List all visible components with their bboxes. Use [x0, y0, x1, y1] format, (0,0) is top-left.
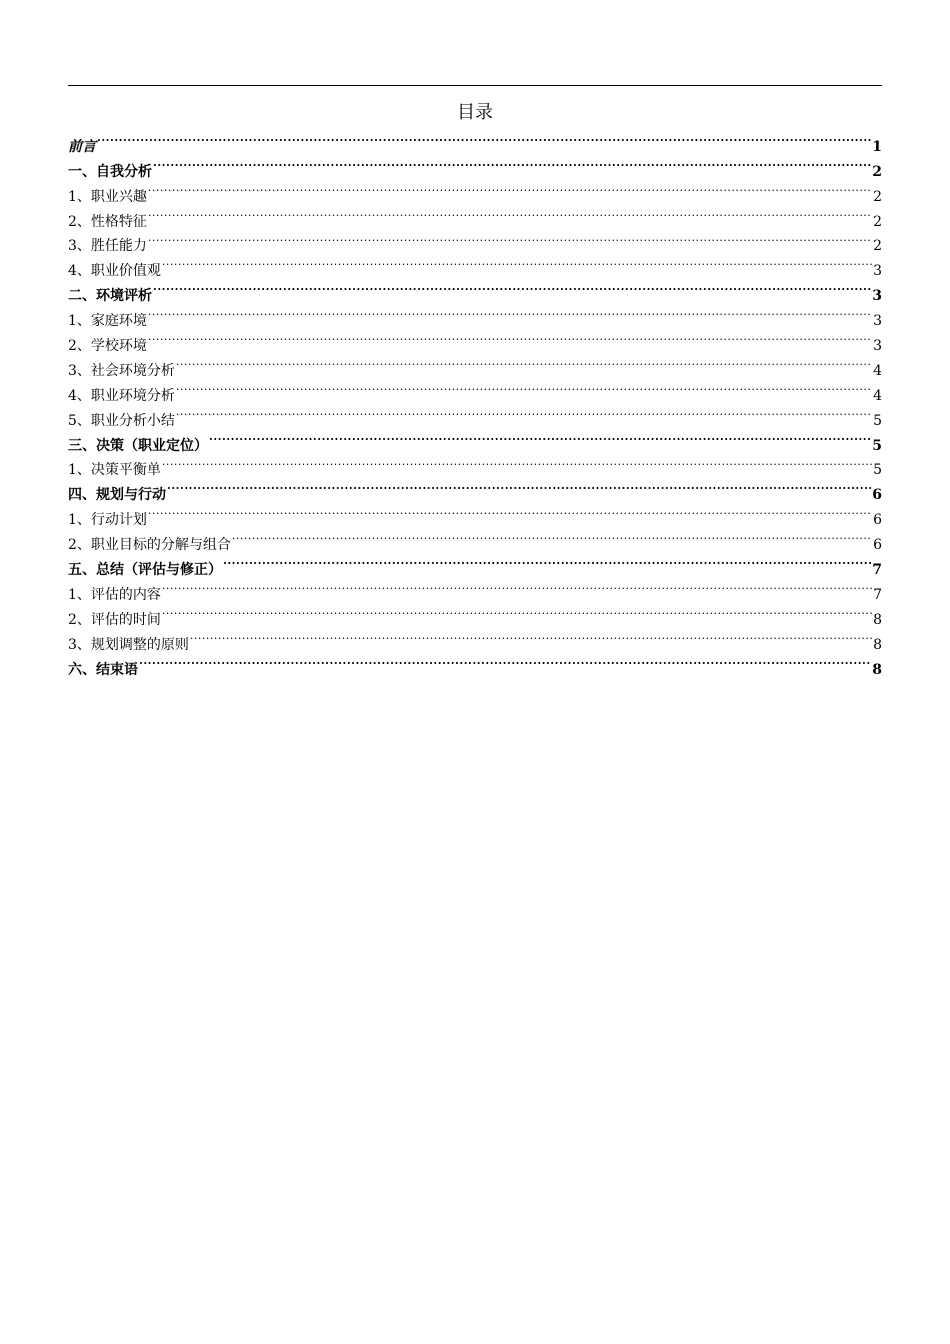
toc-entry[interactable]: [68, 250, 882, 280]
toc-entry[interactable]: [68, 176, 882, 205]
toc-entry-page: 5: [872, 437, 882, 454]
toc-entry[interactable]: [68, 425, 882, 454]
toc-entry-page: 8: [872, 661, 882, 678]
toc-entry-page: 3: [873, 338, 882, 355]
toc-entry-label: 二、环境评析: [68, 288, 152, 305]
toc-entry-label: 前言: [68, 138, 96, 155]
toc-entry-page: 6: [873, 537, 882, 554]
toc-leader: [148, 325, 872, 350]
toc-entry-label: 1、行动计划: [68, 512, 147, 529]
toc-entry-page: 6: [872, 487, 882, 504]
toc-leader: [176, 375, 872, 400]
toc-entry[interactable]: [68, 201, 882, 230]
toc-leader: [162, 574, 872, 599]
toc-entry-page: 7: [873, 586, 882, 603]
toc-entry[interactable]: [68, 450, 882, 479]
toc-entry-label: 1、家庭环境: [68, 313, 147, 330]
toc-leader: [232, 524, 872, 549]
toc-entry-page: 3: [873, 263, 882, 280]
toc-leader: [223, 549, 871, 574]
toc-leader: [190, 624, 872, 649]
toc-entry-label: 4、职业环境分析: [68, 387, 175, 404]
toc-entry[interactable]: [68, 524, 882, 554]
toc-entry[interactable]: [68, 474, 882, 504]
toc-leader: [153, 275, 871, 300]
toc-leader: [176, 400, 872, 425]
toc-leader: [97, 126, 871, 151]
toc-leader: [153, 151, 871, 176]
toc-entry-label: 六、结束语: [68, 661, 138, 678]
toc-entry[interactable]: [68, 126, 882, 155]
toc-entry-page: 8: [873, 611, 882, 628]
toc-entry-label: 2、职业目标的分解与组合: [68, 537, 231, 554]
toc-entry-label: 一、自我分析: [68, 163, 152, 180]
toc-entry-label: 三、决策（职业定位）: [68, 437, 208, 454]
toc-entry-label: 1、职业兴趣: [68, 188, 147, 205]
toc-entry-page: 3: [872, 288, 882, 305]
toc-title: 目录: [457, 102, 493, 123]
toc-entry[interactable]: [68, 499, 882, 529]
toc-leader: [167, 474, 871, 499]
toc-entry-page: 1: [872, 138, 882, 155]
toc-entry-page: 3: [873, 313, 882, 330]
toc-leader: [162, 450, 872, 475]
toc-entry-page: 5: [873, 412, 882, 429]
toc-entry-page: 5: [873, 462, 882, 479]
toc-leader: [209, 425, 871, 450]
toc-entry-label: 1、评估的内容: [68, 586, 161, 603]
toc-entry[interactable]: [68, 624, 882, 653]
toc-entry-label: 四、规划与行动: [68, 487, 166, 504]
toc-entry[interactable]: [68, 350, 882, 379]
toc-entry-label: 3、胜任能力: [68, 238, 147, 255]
toc-entry[interactable]: [68, 375, 882, 404]
toc-entry-page: 6: [873, 512, 882, 529]
toc-entry[interactable]: [68, 226, 882, 255]
toc-entry-page: 7: [872, 562, 882, 579]
toc-entry[interactable]: [68, 275, 882, 305]
toc-entry[interactable]: [68, 151, 882, 180]
toc-entry-page: 2: [873, 213, 882, 230]
toc-leader: [148, 176, 872, 201]
toc-entry-label: 1、决策平衡单: [68, 462, 161, 479]
toc-entry[interactable]: [68, 599, 882, 628]
toc-entry-label: 3、规划调整的原则: [68, 636, 189, 653]
toc-entry-label: 2、学校环境: [68, 338, 147, 355]
document-page: [68, 0, 882, 1344]
toc-leader: [139, 649, 871, 674]
toc-entry-label: 4、职业价值观: [68, 263, 161, 280]
toc-leader: [148, 226, 872, 251]
toc-entry[interactable]: [68, 325, 882, 355]
toc-entry-label: 2、评估的时间: [68, 611, 161, 628]
toc-entry-label: 五、总结（评估与修正）: [68, 562, 222, 579]
toc-entry[interactable]: [68, 574, 882, 603]
toc-entry-label: 3、社会环境分析: [68, 362, 175, 379]
toc-leader: [162, 599, 872, 624]
toc-leader: [162, 250, 872, 275]
header-rule: [68, 85, 882, 86]
toc-entry-page: 2: [873, 238, 882, 255]
toc-entry-page: 4: [873, 387, 882, 404]
toc-entry-page: 2: [872, 163, 882, 180]
toc-entry[interactable]: [68, 649, 882, 678]
toc-entry-label: 2、性格特征: [68, 213, 147, 230]
toc-entry[interactable]: [68, 300, 882, 330]
toc-leader: [148, 201, 872, 226]
toc-entry[interactable]: [68, 400, 882, 429]
toc-leader: [148, 499, 872, 524]
toc-entry-page: 2: [873, 188, 882, 205]
toc-leader: [148, 300, 872, 325]
toc-list: [68, 126, 882, 678]
toc-entry-label: 5、职业分析小结: [68, 412, 175, 429]
toc-entry-page: 4: [873, 362, 882, 379]
toc-leader: [176, 350, 872, 375]
toc-entry-page: 8: [873, 636, 882, 653]
